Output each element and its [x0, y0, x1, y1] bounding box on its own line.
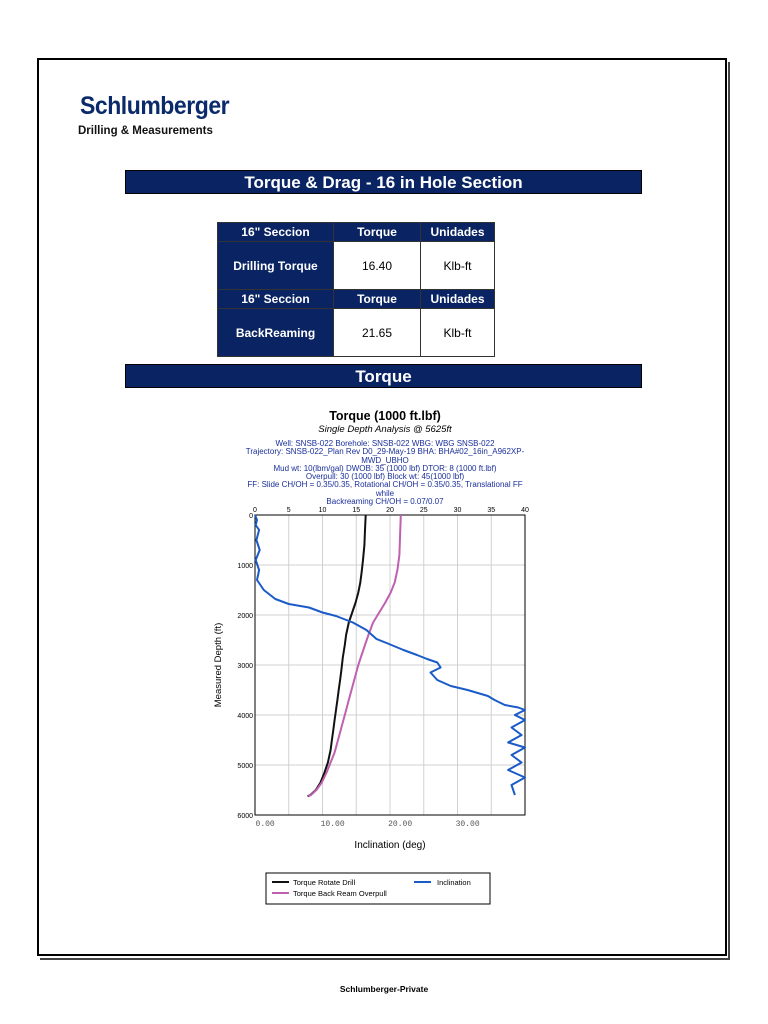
chart-info-line: MWD_UBHO — [361, 455, 409, 465]
legend-label: Inclination — [437, 878, 471, 887]
chart-info-line: Well: SNSB-022 Borehole: SNSB-022 WBG: WBG SNSB-022 — [275, 439, 495, 448]
company-logo: Schlumberger — [80, 92, 230, 120]
top-axis-tick-label: 25 — [419, 507, 428, 514]
y-axis-tick-label: 1000 — [237, 563, 253, 570]
top-axis-tick-label: 15 — [352, 507, 361, 514]
section-banner-title: Torque & Drag - 16 in Hole Section — [125, 170, 642, 194]
bottom-axis-tick-label: 10.00 — [320, 820, 345, 829]
row-unit: Klb-ft — [421, 242, 495, 290]
table-header-cell: Unidades — [421, 290, 495, 309]
y-axis-tick-label: 2000 — [237, 613, 253, 620]
bottom-axis-tick-label: 0.00 — [255, 820, 275, 829]
table-header-cell: 16" Seccion — [218, 290, 334, 309]
table-header-cell: Torque — [334, 223, 421, 242]
bottom-axis-tick-label: 20.00 — [388, 820, 413, 829]
chart-title: Torque (1000 ft.lbf) — [329, 409, 441, 423]
top-axis-tick-label: 40 — [521, 507, 529, 514]
x-axis-label: Inclination (deg) — [354, 840, 426, 851]
top-axis-tick-label: 0 — [253, 507, 257, 514]
y-axis-tick-label: 4000 — [237, 713, 253, 720]
top-axis-tick-label: 20 — [386, 507, 394, 514]
row-label: Drilling Torque — [218, 242, 334, 290]
row-label: BackReaming — [218, 309, 334, 357]
table-header-cell: Torque — [334, 290, 421, 309]
table-header-cell: 16" Seccion — [218, 223, 334, 242]
top-axis-tick-label: 30 — [453, 507, 462, 514]
chart-info-line: Backreaming CH/OH = 0.07/0.07 — [326, 497, 444, 507]
footer-classification: Schlumberger-Private — [339, 984, 429, 994]
y-axis-tick-label: 0 — [249, 513, 253, 520]
section-banner-torque: Torque — [125, 364, 642, 388]
y-axis-tick-label: 5000 — [237, 763, 253, 770]
top-axis-tick-label: 5 — [286, 507, 291, 514]
row-unit: Klb-ft — [421, 309, 495, 357]
chart-info-line: FF: Slide CH/OH = 0.35/0.35, Rotational CH/OH = 0.35/0.35, Translational FF while — [247, 480, 523, 498]
row-value: 21.65 — [334, 309, 421, 357]
y-axis-tick-label: 6000 — [237, 813, 253, 820]
legend-label: Torque Back Ream Overpull — [293, 889, 387, 898]
y-axis-label: Measured Depth (ft) — [213, 622, 224, 708]
bottom-axis-tick-label: 30.00 — [455, 820, 480, 829]
chart-info-line: Overpull: 30 (1000 lbf) Block wt: 45(1000 lbf) — [305, 472, 465, 482]
top-axis-tick-label: 10 — [318, 507, 327, 514]
table-header-cell: Unidades — [421, 223, 495, 242]
chart-subtitle: Single Depth Analysis @ 5625ft — [318, 424, 452, 435]
y-axis-tick-label: 3000 — [237, 663, 253, 670]
chart-info-line: Mud wt: 10(lbm/gal) DWOB: 35 (1000 lbf) DTOR: 8 (1000 ft.lbf) — [273, 463, 497, 473]
top-axis-tick-label: 35 — [487, 507, 496, 514]
row-value: 16.40 — [334, 242, 421, 290]
chart-info-line: Trajectory: SNSB-022_Plan Rev D0_29-May-19 BHA: BHA#02_16in_A962XP- — [245, 447, 525, 457]
company-division: Drilling & Measurements — [78, 125, 213, 137]
legend-label: Torque Rotate Drill — [293, 878, 356, 887]
